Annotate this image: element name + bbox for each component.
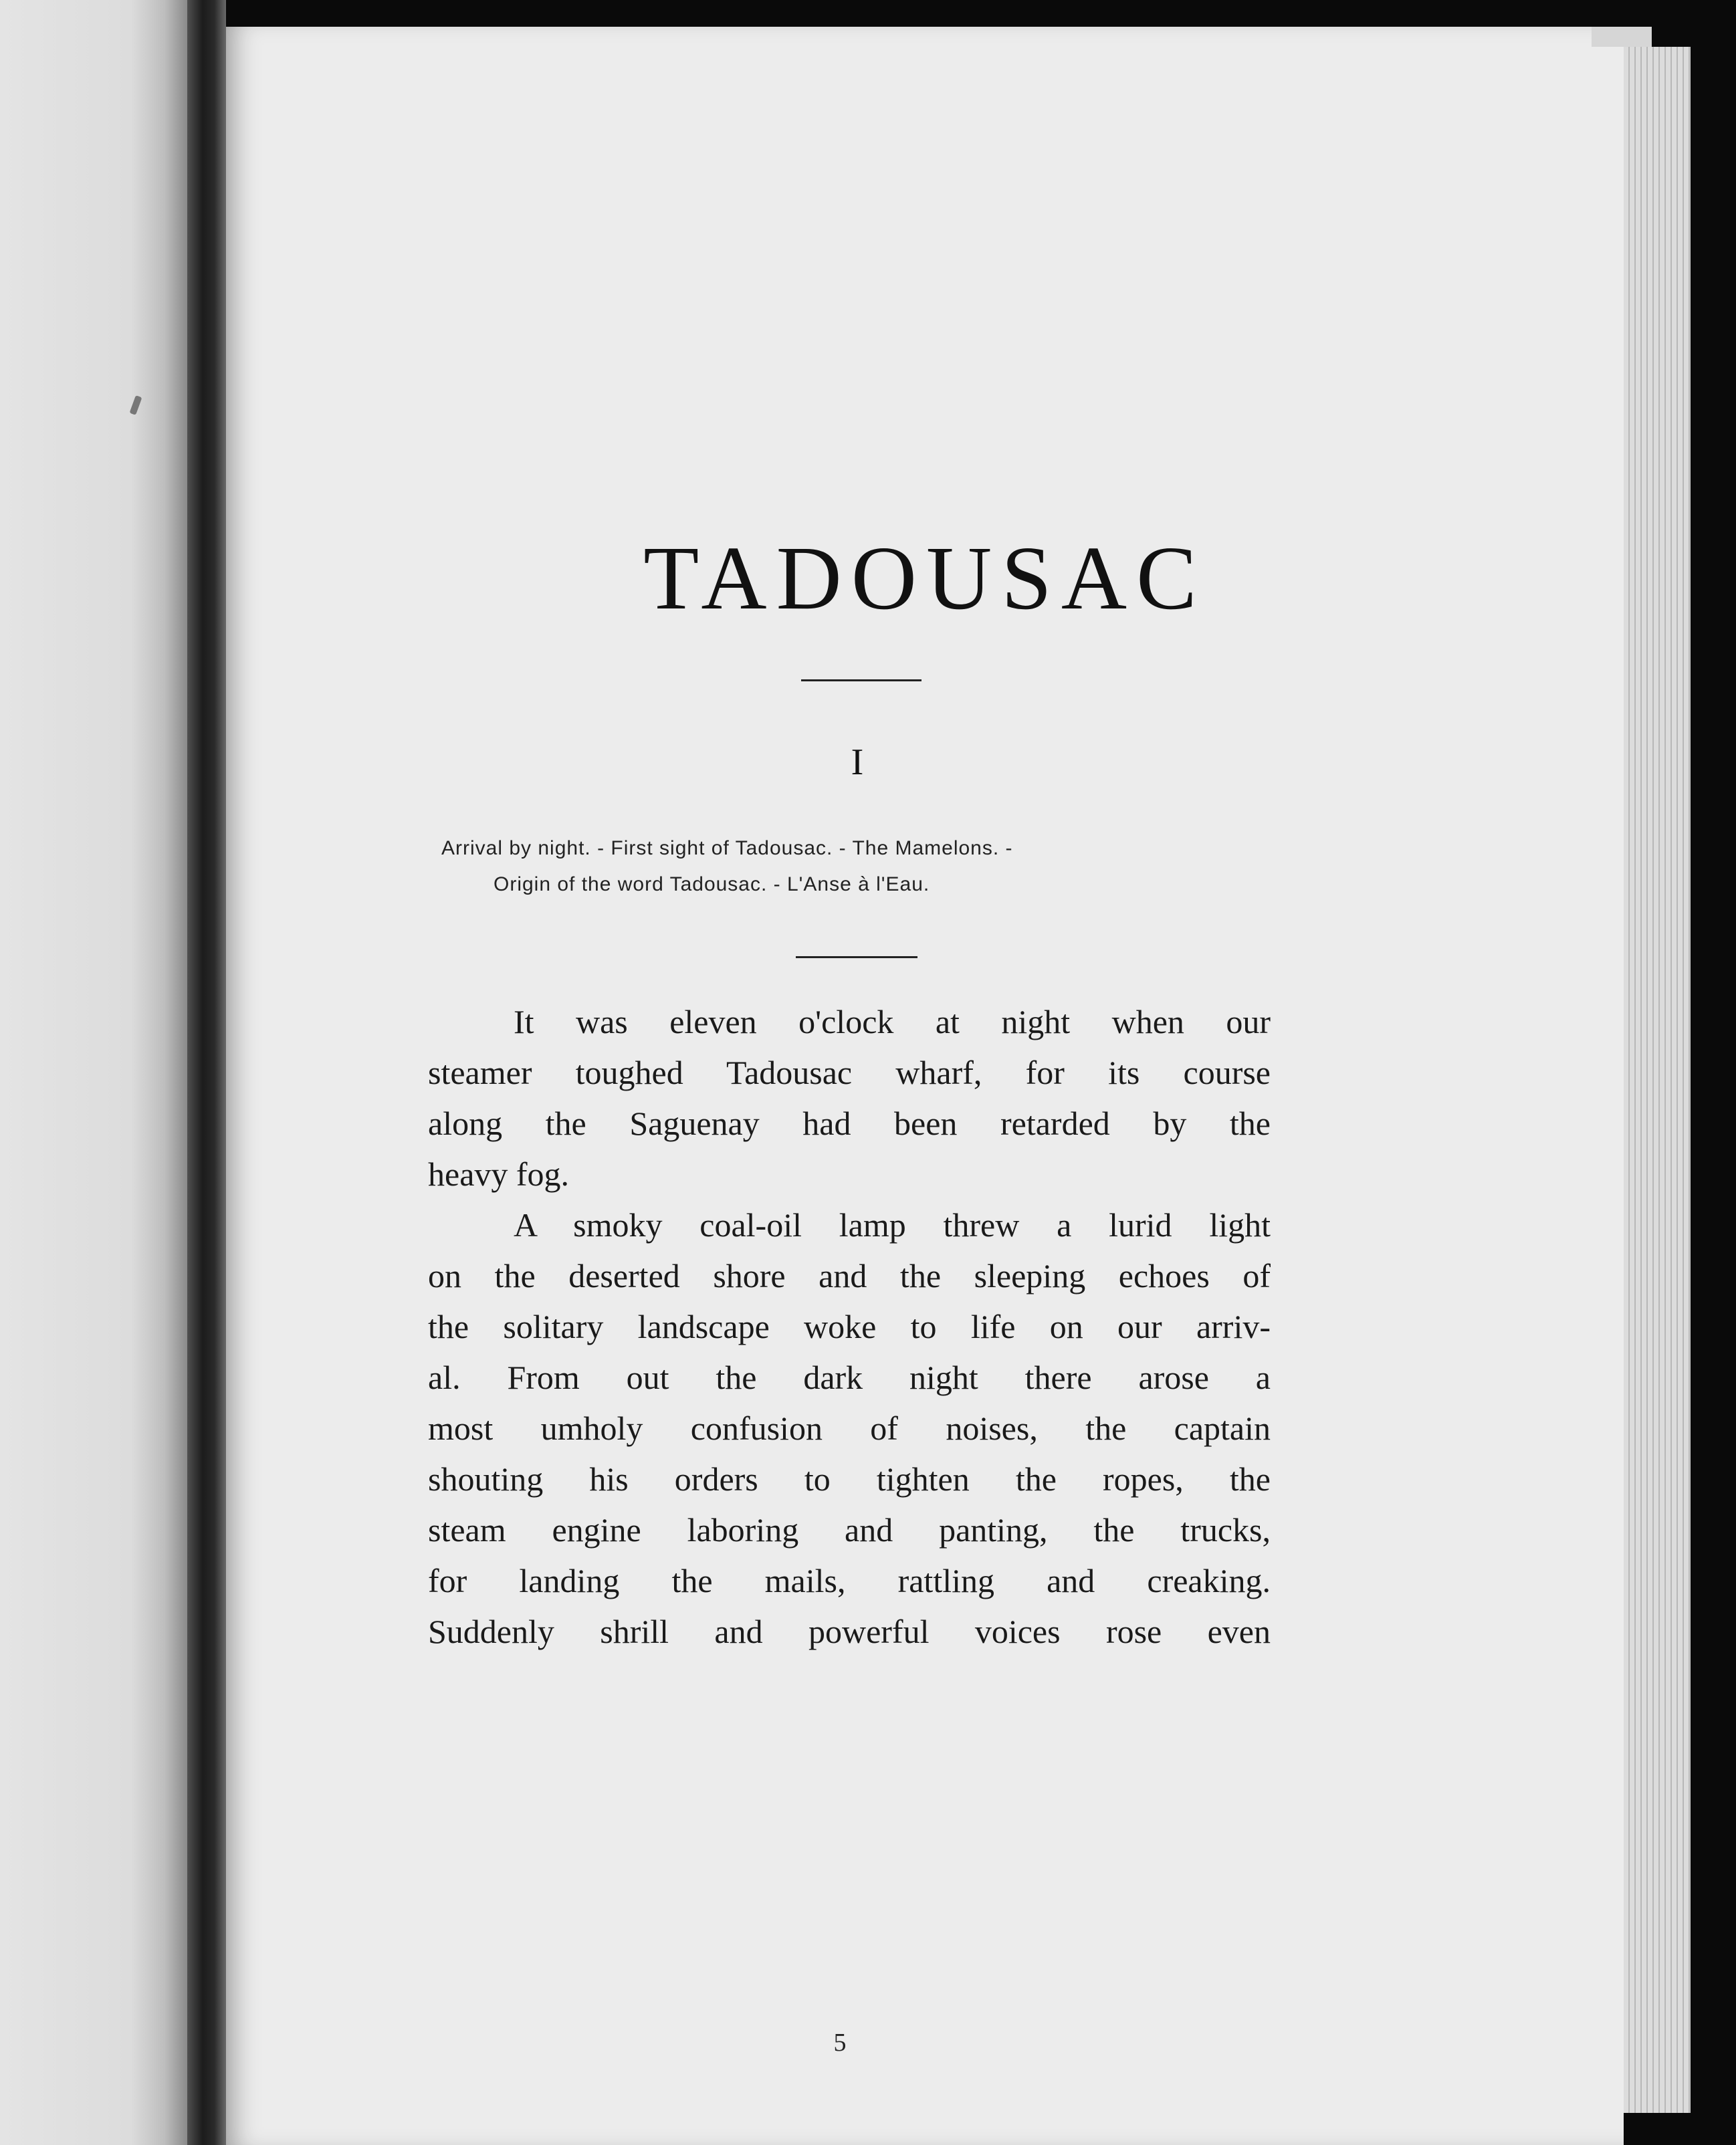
text-line: on the deserted shore and the sleeping echoes of xyxy=(428,1257,1271,1294)
text-line: for landing the mails, rattling and creaking. xyxy=(428,1562,1271,1599)
text-line: steam engine laboring and panting, the trucks, xyxy=(428,1511,1271,1549)
page-edges xyxy=(1624,47,1691,2113)
chapter-summary-line: Arrival by night. - First sight of Tadousac. - The Mamelons. - xyxy=(441,837,1013,859)
text-line: Suddenly shrill and powerful voices rose even xyxy=(428,1613,1271,1650)
title-divider xyxy=(801,679,921,681)
summary-divider xyxy=(796,956,917,958)
page-mark xyxy=(130,395,142,415)
text-line: along the Saguenay had been retarded by the xyxy=(428,1105,1271,1142)
text-line: most umholy confusion of noises, the captain xyxy=(428,1409,1271,1447)
text-line: al. From out the dark night there arose a xyxy=(428,1359,1271,1396)
chapter-number: I xyxy=(851,742,864,783)
page-edge-top xyxy=(1592,27,1652,47)
text-line: steamer toughed Tadousac wharf, for its course xyxy=(428,1054,1271,1091)
chapter-summary-line: Origin of the word Tadousac. - L'Anse à l'Eau. xyxy=(494,873,930,895)
book-gutter xyxy=(187,0,226,2145)
text-line: A smoky coal-oil lamp threw a lurid light xyxy=(514,1206,1271,1244)
body-text xyxy=(428,996,1271,1657)
text-line: shouting his orders to tighten the ropes, the xyxy=(428,1460,1271,1498)
facing-page xyxy=(0,0,187,2145)
text-line: heavy fog. xyxy=(428,1155,570,1193)
text-line: It was eleven o'clock at night when our xyxy=(514,1003,1271,1040)
chapter-title: TADOUSAC xyxy=(643,528,1206,629)
page-number: 5 xyxy=(833,2029,847,2057)
text-line: the solitary landscape woke to life on our arriv- xyxy=(428,1308,1271,1345)
